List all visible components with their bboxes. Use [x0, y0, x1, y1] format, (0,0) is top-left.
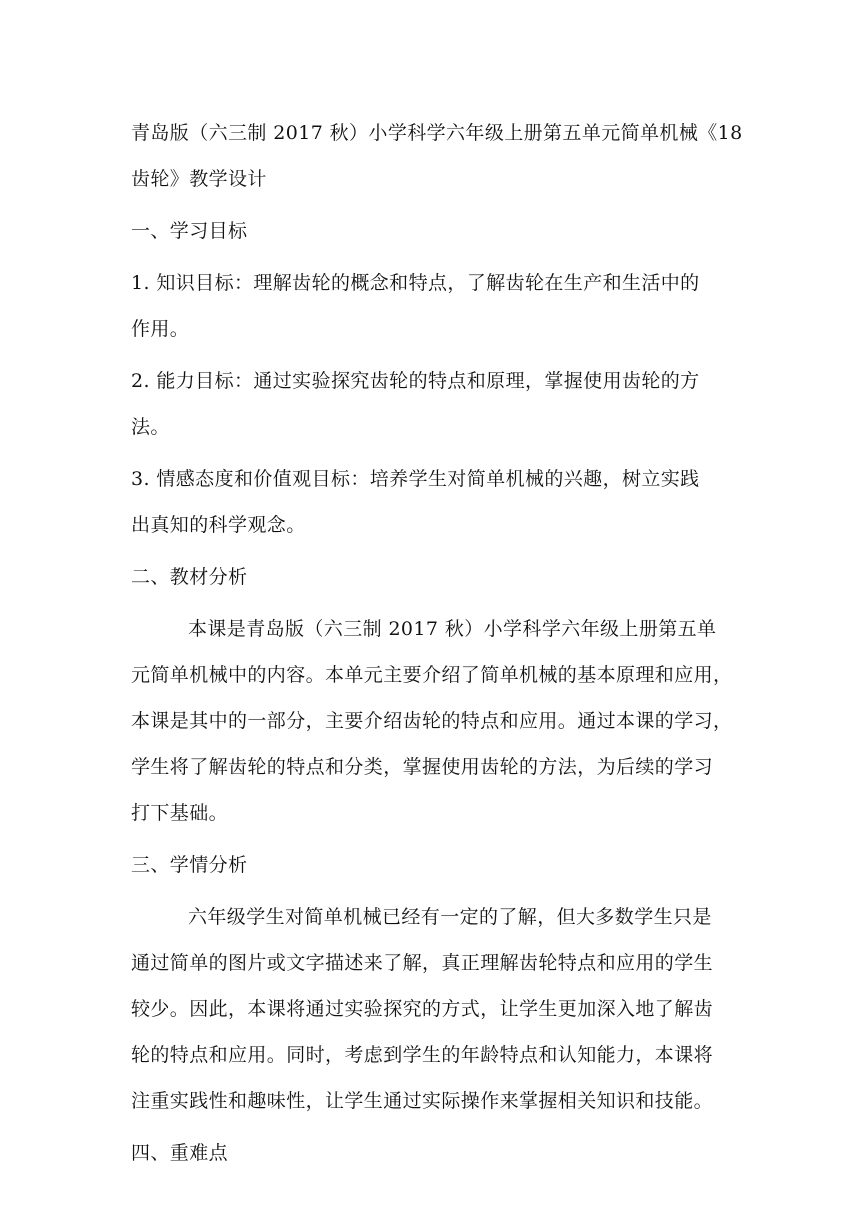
paragraph-line: 本课是青岛版（六三制 2017 秋）小学科学六年级上册第五单: [188, 618, 717, 640]
paragraph-line: 打下基础。: [131, 802, 229, 824]
textbook-analysis-paragraph: [131, 606, 741, 836]
document-title-line-2: 齿轮》教学设计: [131, 168, 267, 190]
paragraph-line: 较少。因此，本课将通过实验探究的方式，让学生更加深入地了解齿: [131, 998, 714, 1020]
objective-item-knowledge: [131, 260, 741, 352]
objective-item-attitude: [131, 456, 741, 548]
paragraph-line: 元简单机械中的内容。本单元主要介绍了简单机械的基本原理和应用，: [131, 664, 733, 686]
document-title-line-1: 青岛版（六三制 2017 秋）小学科学六年级上册第五单元简单机械《18: [131, 122, 743, 144]
paragraph-line: 注重实践性和趣味性，让学生通过实际操作来掌握相关知识和技能。: [131, 1090, 714, 1112]
document-body: [131, 110, 741, 1176]
section-heading-student-analysis: 三、学情分析: [131, 854, 248, 876]
paragraph-line: 通过简单的图片或文字描述来了解，真正理解齿轮特点和应用的学生: [131, 952, 714, 974]
objective-item-line: 法。: [131, 416, 170, 438]
objective-item-line: 2. 能力目标：通过实验探究齿轮的特点和原理，掌握使用齿轮的方: [131, 370, 700, 392]
objective-item-line: 出真知的科学观念。: [131, 514, 306, 536]
section-heading-learning-objectives: 一、学习目标: [131, 220, 248, 242]
section-heading-key-difficult-points: 四、重难点: [131, 1142, 229, 1164]
objective-item-line: 作用。: [131, 318, 190, 340]
paragraph-line: 六年级学生对简单机械已经有一定的了解，但大多数学生只是: [188, 906, 712, 928]
paragraph-line: 学生将了解齿轮的特点和分类，掌握使用齿轮的方法，为后续的学习: [131, 756, 714, 778]
objective-item-line: 1. 知识目标：理解齿轮的概念和特点，了解齿轮在生产和生活中的: [131, 272, 700, 294]
paragraph-line: 轮的特点和应用。同时，考虑到学生的年龄特点和认知能力，本课将: [131, 1044, 714, 1066]
objective-item-ability: [131, 358, 741, 450]
objective-item-line: 3. 情感态度和价值观目标：培养学生对简单机械的兴趣，树立实践: [131, 468, 700, 490]
section-heading-textbook-analysis: 二、教材分析: [131, 566, 248, 588]
student-analysis-paragraph: [131, 894, 741, 1124]
paragraph-line: 本课是其中的一部分，主要介绍齿轮的特点和应用。通过本课的学习，: [131, 710, 733, 732]
